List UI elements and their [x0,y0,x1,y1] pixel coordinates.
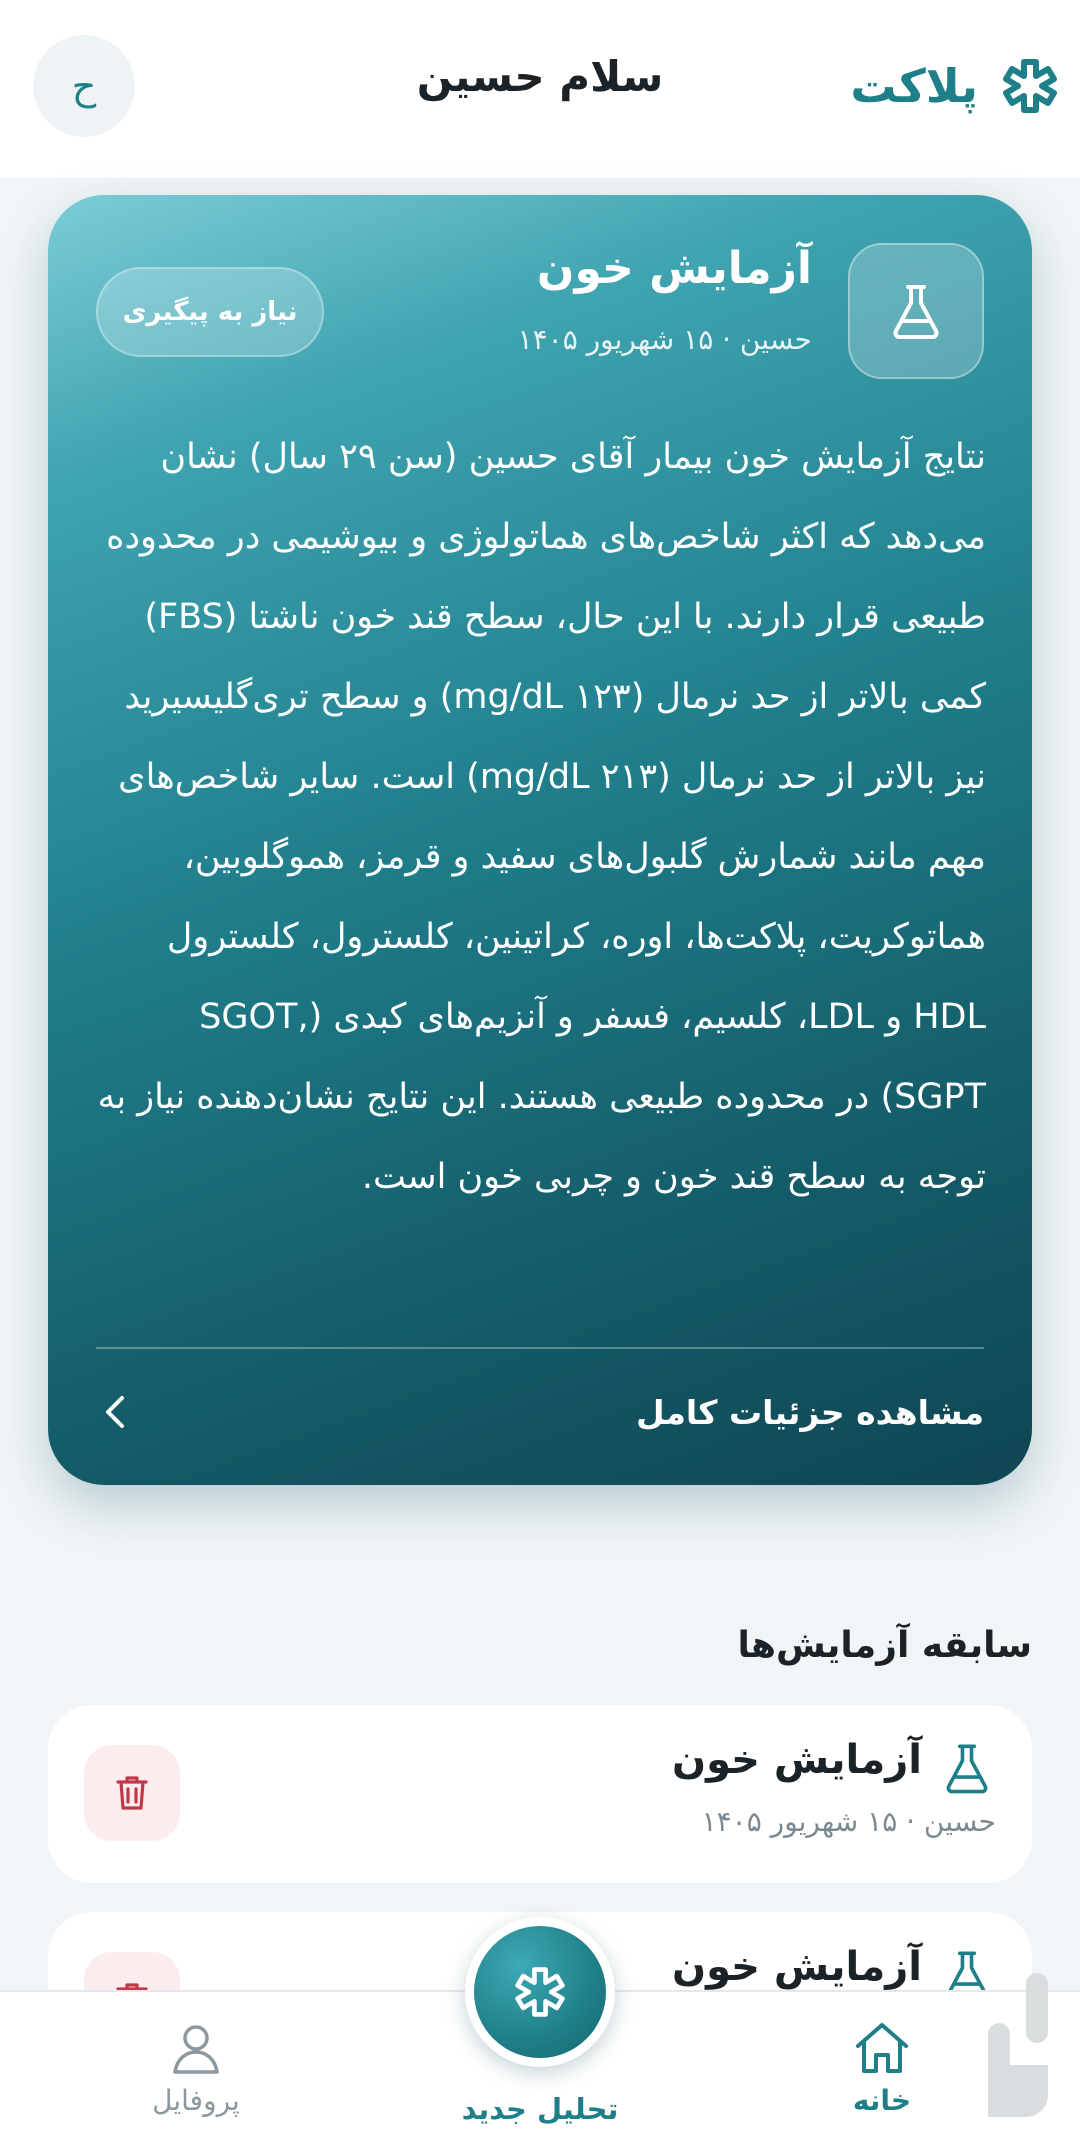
nav-new-analysis-label[interactable]: تحلیل جدید [461,2092,619,2126]
test-title: آزمایش خون [536,243,812,294]
latest-test-card[interactable] [48,195,1032,1485]
nav-home-label: خانه [852,2084,912,2117]
trash-icon [110,1771,154,1815]
avatar[interactable] [33,35,135,137]
store-watermark-icon [978,1965,1068,2125]
asterisk-cross-icon [1000,56,1060,116]
app-header [0,0,1080,178]
greeting-title: سلام حسین [416,52,664,101]
nav-profile[interactable] [96,2020,296,2117]
view-details-label: مشاهده جزئیات کامل [636,1392,984,1432]
home-icon [852,2020,912,2076]
brand [850,50,1060,122]
test-meta: حسین · ۱۵ شهریور ۱۴۰۵ [517,323,812,356]
test-summary: نتایج آزمایش خون بیمار آقای حسین (سن ۲۹ سال) نشان می‌دهد که اکثر شاخص‌های هماتولوژی و بیوشیمی در محدوده طبیعی قرار دارند. با این حال، سطح قند خون ناشتا (FBS) کمی بالاتر از حد نرمال (mg/dL ۱۲۳) و سطح تری‌گلیسیرید نیز بالاتر از حد نرمال (mg/dL ۲۱۳) است. سایر شاخص‌های مهم مانند شمارش گلبول‌های سفید و قرمز، هموگلوبین، هماتوکریت، پلاکت‌ها، اوره، کراتینین، کلسترول، کلسترول HDL و LDL، کلسیم، فسفر و آنزیم‌های کبدی (SGOT, SGPT) در محدوده طبیعی هستند. این نتایج نشان‌دهنده نیاز به توجه به سطح قند خون و چربی خون است. [97,437,986,1197]
new-analysis-button[interactable] [465,1917,615,2067]
delete-button[interactable] [84,1745,180,1841]
history-item-meta: حسین · ۱۵ شهریور ۱۴۰۵ [701,1805,996,1838]
avatar-initial: ح [71,64,97,108]
history-item-title: آزمایش خون [671,1737,922,1783]
nav-home[interactable] [782,2020,982,2117]
test-type-badge [848,243,984,379]
new-analysis-button-core [474,1926,606,2058]
nav-profile-label: پروفایل [152,2084,240,2117]
brand-name: پلاکت [850,59,978,113]
status-badge: نیاز به پیگیری [96,267,324,357]
history-item[interactable] [48,1705,1032,1883]
view-details-button[interactable] [96,1367,984,1457]
divider [96,1347,984,1349]
user-icon [168,2020,224,2076]
history-item-title: آزمایش خون [671,1944,922,1990]
flask-icon [884,279,948,343]
asterisk-cross-icon [512,1964,568,2020]
chevron-left-icon [96,1392,136,1432]
history-section-title: سابقه آزمایش‌ها [737,1625,1032,1666]
flask-icon [938,1739,996,1797]
